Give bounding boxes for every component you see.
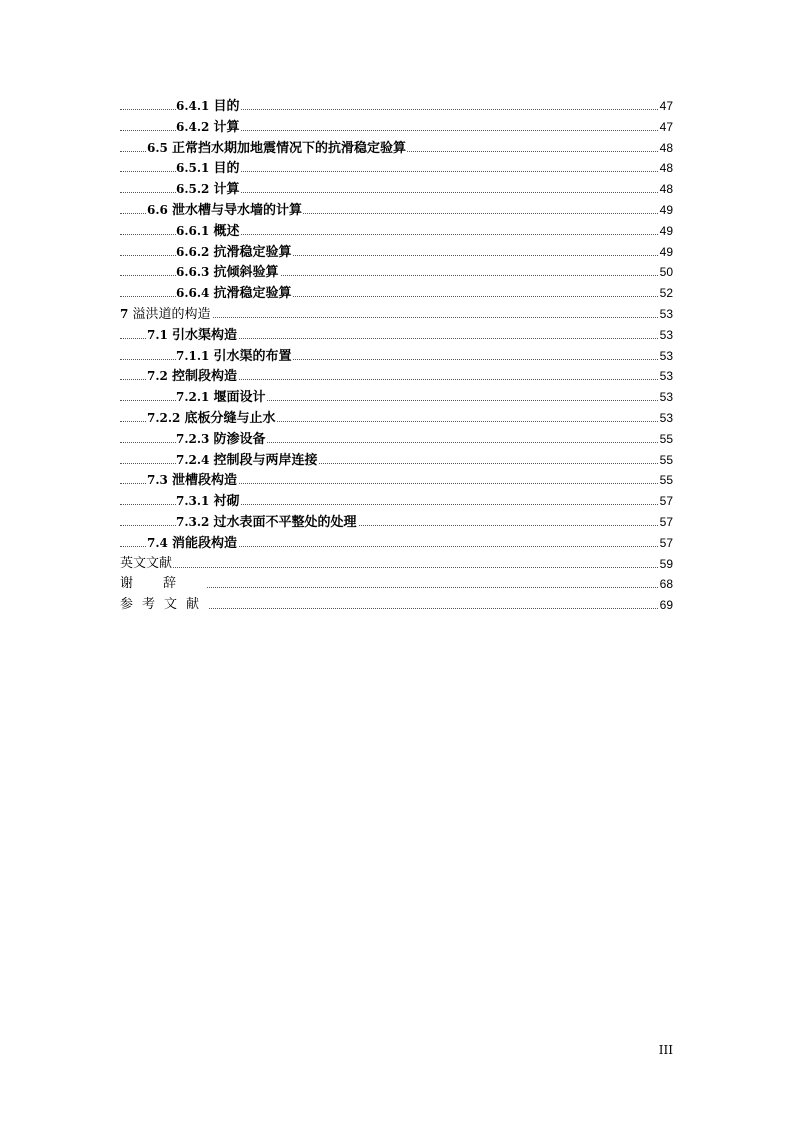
toc-entry-number: 7.4 bbox=[147, 535, 168, 550]
toc-entry-text bbox=[176, 512, 358, 534]
toc-entry-page: 53 bbox=[659, 304, 673, 325]
toc-entry[interactable] bbox=[0, 408, 794, 429]
toc-entry[interactable] bbox=[0, 346, 794, 367]
toc-entry-page: 48 bbox=[659, 179, 673, 200]
toc-entry-number: 7.3.2 bbox=[176, 514, 210, 529]
toc-entry-number: 7.1 bbox=[147, 327, 168, 342]
toc-entry-page: 50 bbox=[659, 262, 673, 283]
toc-entry-title: 控制段与两岸连接 bbox=[213, 452, 318, 468]
toc-entry[interactable] bbox=[0, 221, 794, 242]
toc-entry[interactable] bbox=[0, 512, 794, 533]
toc-entry-text bbox=[120, 554, 173, 575]
toc-entry-title: 消能段构造 bbox=[172, 535, 238, 551]
toc-entry-number: 6.6.1 bbox=[176, 223, 210, 238]
toc-entry-page: 49 bbox=[659, 242, 673, 263]
toc-entry-text bbox=[176, 117, 241, 139]
toc-entry[interactable] bbox=[0, 470, 794, 491]
toc-entry-title: 谢辞 bbox=[120, 576, 207, 592]
toc-entry-text bbox=[147, 408, 277, 430]
toc-entry[interactable] bbox=[0, 179, 794, 200]
toc-entry-text bbox=[176, 346, 293, 368]
toc-entry-title: 引水渠构造 bbox=[172, 327, 238, 343]
toc-entry[interactable] bbox=[0, 574, 794, 595]
table-of-contents bbox=[0, 96, 794, 616]
toc-entry-number: 7.2.4 bbox=[176, 452, 210, 467]
toc-entry-title: 目的 bbox=[213, 161, 240, 177]
toc-entry-title: 概述 bbox=[213, 223, 240, 239]
toc-entry-number: 7.2 bbox=[147, 369, 168, 384]
toc-entry-number: 7.2.2 bbox=[147, 410, 181, 425]
toc-entry[interactable] bbox=[0, 429, 794, 450]
toc-entry-number: 6.6 bbox=[147, 202, 168, 217]
toc-entry-number: 6.4.2 bbox=[176, 119, 210, 134]
toc-entry-number: 7.3 bbox=[147, 473, 168, 488]
toc-entry-title: 英文文献 bbox=[120, 555, 173, 571]
toc-entry-title: 泄水槽与导水墙的计算 bbox=[172, 202, 303, 218]
toc-entry-page: 57 bbox=[659, 491, 673, 512]
toc-entry[interactable] bbox=[0, 200, 794, 221]
toc-entry-text bbox=[176, 429, 267, 451]
toc-entry-text bbox=[176, 262, 280, 284]
toc-entry-title: 堰面设计 bbox=[213, 390, 266, 406]
toc-entry-title: 防渗设备 bbox=[213, 431, 266, 447]
toc-entry-text bbox=[176, 450, 319, 472]
toc-entry-text bbox=[147, 138, 407, 160]
toc-entry-number: 6.4.1 bbox=[176, 99, 210, 113]
toc-entry-page: 55 bbox=[659, 470, 673, 491]
toc-entry-page: 53 bbox=[659, 408, 673, 429]
toc-entry-text bbox=[176, 387, 267, 409]
toc-entry[interactable] bbox=[0, 450, 794, 471]
dot-leader bbox=[120, 567, 658, 568]
toc-entry-page: 57 bbox=[659, 512, 673, 533]
toc-entry[interactable] bbox=[0, 304, 794, 325]
toc-entry-page: 48 bbox=[659, 138, 673, 159]
toc-entry-title: 溢洪道的构造 bbox=[132, 306, 211, 322]
toc-entry-title: 计算 bbox=[213, 182, 240, 198]
toc-entry[interactable] bbox=[0, 554, 794, 575]
toc-entry-number: 7 bbox=[120, 306, 129, 321]
page-number: III bbox=[658, 1043, 673, 1057]
toc-entry-text bbox=[176, 179, 241, 201]
toc-entry[interactable] bbox=[0, 262, 794, 283]
toc-entry[interactable] bbox=[0, 387, 794, 408]
toc-entry-number: 6.6.3 bbox=[176, 265, 210, 280]
toc-entry[interactable] bbox=[0, 325, 794, 346]
toc-entry-number: 7.1.1 bbox=[176, 348, 210, 363]
toc-entry-number: 7.2.3 bbox=[176, 431, 210, 446]
toc-entry-title: 抗倾斜验算 bbox=[213, 265, 279, 281]
toc-entry-title: 底板分缝与止水 bbox=[184, 410, 276, 426]
toc-entry-text bbox=[120, 595, 209, 616]
toc-entry-page: 59 bbox=[659, 554, 673, 575]
toc-entry[interactable] bbox=[0, 117, 794, 138]
toc-entry-page: 57 bbox=[659, 533, 673, 554]
toc-entry-text bbox=[147, 200, 303, 222]
toc-entry-number: 6.6.2 bbox=[176, 244, 210, 259]
toc-entry[interactable] bbox=[0, 242, 794, 263]
toc-entry-text bbox=[176, 221, 241, 243]
toc-entry-text bbox=[120, 574, 207, 595]
toc-entry[interactable] bbox=[0, 533, 794, 554]
toc-entry-page: 49 bbox=[659, 200, 673, 221]
toc-entry-page: 69 bbox=[659, 595, 673, 616]
toc-entry-text bbox=[147, 533, 238, 555]
toc-entry-title: 过水表面不平整处的处理 bbox=[213, 514, 357, 530]
toc-entry-text bbox=[176, 242, 293, 264]
toc-entry-text bbox=[147, 470, 238, 492]
toc-entry-text bbox=[176, 158, 241, 180]
toc-entry-title: 计算 bbox=[213, 119, 240, 135]
toc-entry-title: 抗滑稳定验算 bbox=[213, 244, 292, 260]
toc-entry-number: 7.3.1 bbox=[176, 494, 210, 509]
toc-entry-number: 6.5.2 bbox=[176, 182, 210, 197]
toc-entry-title: 衬砌 bbox=[213, 494, 240, 510]
toc-entry-page: 49 bbox=[659, 221, 673, 242]
toc-entry-page: 53 bbox=[659, 325, 673, 346]
toc-entry-text bbox=[176, 491, 241, 513]
toc-entry[interactable] bbox=[0, 366, 794, 387]
toc-entry-title: 参考文献 bbox=[120, 597, 209, 613]
toc-entry-page: 47 bbox=[659, 117, 673, 138]
toc-entry-page: 53 bbox=[659, 346, 673, 367]
toc-entry[interactable] bbox=[0, 158, 794, 179]
toc-entry-title: 泄槽段构造 bbox=[172, 473, 238, 489]
toc-entry-text bbox=[176, 283, 293, 305]
toc-entry-text bbox=[176, 96, 241, 118]
toc-entry[interactable] bbox=[0, 283, 794, 304]
toc-entry-title: 正常挡水期加地震情况下的抗滑稳定验算 bbox=[172, 140, 407, 156]
toc-entry-page: 47 bbox=[659, 96, 673, 117]
toc-entry-number: 6.6.4 bbox=[176, 286, 210, 301]
toc-entry-title: 抗滑稳定验算 bbox=[213, 286, 292, 302]
toc-entry-number: 6.5.1 bbox=[176, 161, 210, 176]
toc-entry-title: 控制段构造 bbox=[172, 369, 238, 385]
toc-entry[interactable] bbox=[0, 96, 794, 117]
toc-entry-title: 目的 bbox=[213, 99, 240, 114]
toc-entry[interactable] bbox=[0, 595, 794, 616]
toc-entry-page: 53 bbox=[659, 387, 673, 408]
toc-entry-page: 52 bbox=[659, 283, 673, 304]
toc-entry[interactable] bbox=[0, 138, 794, 159]
toc-entry-text bbox=[147, 325, 238, 347]
toc-entry-number: 6.5 bbox=[147, 140, 168, 155]
toc-entry[interactable] bbox=[0, 491, 794, 512]
toc-entry-page: 55 bbox=[659, 450, 673, 471]
toc-entry-text bbox=[120, 304, 212, 326]
toc-entry-text bbox=[147, 366, 238, 388]
toc-entry-title: 引水渠的布置 bbox=[213, 348, 292, 364]
toc-entry-number: 7.2.1 bbox=[176, 390, 210, 405]
toc-entry-page: 48 bbox=[659, 158, 673, 179]
toc-entry-page: 55 bbox=[659, 429, 673, 450]
toc-entry-page: 53 bbox=[659, 366, 673, 387]
toc-entry-page: 68 bbox=[659, 574, 673, 595]
